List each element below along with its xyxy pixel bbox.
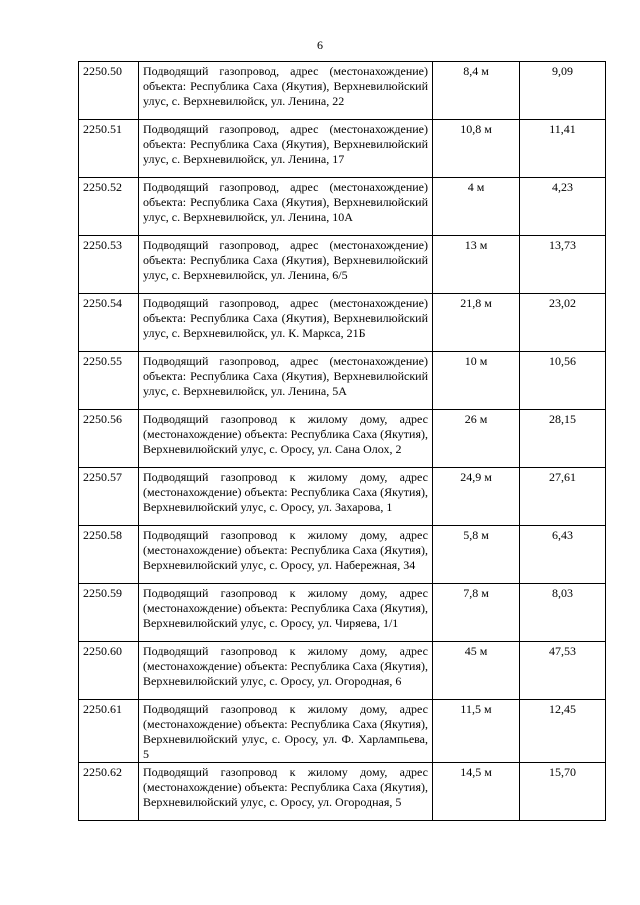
row-description: Подводящий газопровод к жилому дому, адрес (местонахождение) объекта: Республика Саха (Якутия), Верхневилюйский улус, с. Оросу, ул. Огородная, 6 xyxy=(139,642,433,700)
row-code: 2250.61 xyxy=(79,700,139,763)
row-code: 2250.58 xyxy=(79,526,139,584)
table-row xyxy=(79,642,606,700)
row-length: 26 м xyxy=(433,410,520,468)
row-value: 8,03 xyxy=(520,584,606,642)
row-length: 7,8 м xyxy=(433,584,520,642)
row-length: 45 м xyxy=(433,642,520,700)
table-row xyxy=(79,468,606,526)
row-description: Подводящий газопровод, адрес (местонахождение) объекта: Республика Саха (Якутия), Верхневилюйский улус, с. Верхневилюйск, ул. Ленина, 10А xyxy=(139,178,433,236)
row-value: 12,45 xyxy=(520,700,606,763)
row-length: 4 м xyxy=(433,178,520,236)
row-value: 9,09 xyxy=(520,62,606,120)
row-description: Подводящий газопровод к жилому дому, адрес (местонахождение) объекта: Республика Саха (Якутия), Верхневилюйский улус, с. Оросу, ул. Набережная, 34 xyxy=(139,526,433,584)
row-description: Подводящий газопровод, адрес (местонахождение) объекта: Республика Саха (Якутия), Верхневилюйский улус, с. Верхневилюйск, ул. Ленина, 5А xyxy=(139,352,433,410)
row-description: Подводящий газопровод к жилому дому, адрес (местонахождение) объекта: Республика Саха (Якутия), Верхневилюйский улус, с. Оросу, ул. Ф. Харлампьева, 5 xyxy=(139,700,433,763)
row-description: Подводящий газопровод, адрес (местонахождение) объекта: Республика Саха (Якутия), Верхневилюйский улус, с. Верхневилюйск, ул. Ленина, 6/5 xyxy=(139,236,433,294)
row-value: 10,56 xyxy=(520,352,606,410)
row-code: 2250.51 xyxy=(79,120,139,178)
table-row xyxy=(79,410,606,468)
table-row xyxy=(79,526,606,584)
row-value: 23,02 xyxy=(520,294,606,352)
table-row xyxy=(79,294,606,352)
row-description: Подводящий газопровод, адрес (местонахождение) объекта: Республика Саха (Якутия), Верхневилюйский улус, с. Верхневилюйск, ул. К. Маркса, 21Б xyxy=(139,294,433,352)
row-code: 2250.57 xyxy=(79,468,139,526)
row-length: 8,4 м xyxy=(433,62,520,120)
row-value: 13,73 xyxy=(520,236,606,294)
row-description: Подводящий газопровод к жилому дому, адрес (местонахождение) объекта: Республика Саха (Якутия), Верхневилюйский улус, с. Оросу, ул. Огородная, 5 xyxy=(139,763,433,821)
row-description: Подводящий газопровод, адрес (местонахождение) объекта: Республика Саха (Якутия), Верхневилюйский улус, с. Верхневилюйск, ул. Ленина, 22 xyxy=(139,62,433,120)
table-row xyxy=(79,178,606,236)
row-length: 10 м xyxy=(433,352,520,410)
row-length: 21,8 м xyxy=(433,294,520,352)
table-row xyxy=(79,700,606,763)
row-length: 24,9 м xyxy=(433,468,520,526)
row-value: 27,61 xyxy=(520,468,606,526)
table-row xyxy=(79,236,606,294)
row-code: 2250.59 xyxy=(79,584,139,642)
page-number: 6 xyxy=(317,38,323,52)
row-description: Подводящий газопровод к жилому дому, адрес (местонахождение) объекта: Республика Саха (Якутия), Верхневилюйский улус, с. Оросу, ул. Сана Олох, 2 xyxy=(139,410,433,468)
table-row xyxy=(79,352,606,410)
row-length: 10,8 м xyxy=(433,120,520,178)
table-row xyxy=(79,120,606,178)
row-code: 2250.56 xyxy=(79,410,139,468)
row-code: 2250.60 xyxy=(79,642,139,700)
row-value: 6,43 xyxy=(520,526,606,584)
row-description: Подводящий газопровод к жилому дому, адрес (местонахождение) объекта: Республика Саха (Якутия), Верхневилюйский улус, с. Оросу, ул. Захарова, 1 xyxy=(139,468,433,526)
row-length: 11,5 м xyxy=(433,700,520,763)
row-value: 15,70 xyxy=(520,763,606,821)
row-description: Подводящий газопровод, адрес (местонахождение) объекта: Республика Саха (Якутия), Верхневилюйский улус, с. Верхневилюйск, ул. Ленина, 17 xyxy=(139,120,433,178)
row-length: 14,5 м xyxy=(433,763,520,821)
row-code: 2250.52 xyxy=(79,178,139,236)
table-row xyxy=(79,62,606,120)
row-value: 11,41 xyxy=(520,120,606,178)
row-length: 5,8 м xyxy=(433,526,520,584)
row-code: 2250.62 xyxy=(79,763,139,821)
row-code: 2250.55 xyxy=(79,352,139,410)
table-row xyxy=(79,763,606,821)
table-row xyxy=(79,584,606,642)
row-value: 47,53 xyxy=(520,642,606,700)
row-code: 2250.53 xyxy=(79,236,139,294)
row-code: 2250.50 xyxy=(79,62,139,120)
gas-pipeline-registry-table xyxy=(78,61,606,821)
row-description: Подводящий газопровод к жилому дому, адрес (местонахождение) объекта: Республика Саха (Якутия), Верхневилюйский улус, с. Оросу, ул. Чиряева, 1/1 xyxy=(139,584,433,642)
row-value: 28,15 xyxy=(520,410,606,468)
row-value: 4,23 xyxy=(520,178,606,236)
row-code: 2250.54 xyxy=(79,294,139,352)
row-length: 13 м xyxy=(433,236,520,294)
